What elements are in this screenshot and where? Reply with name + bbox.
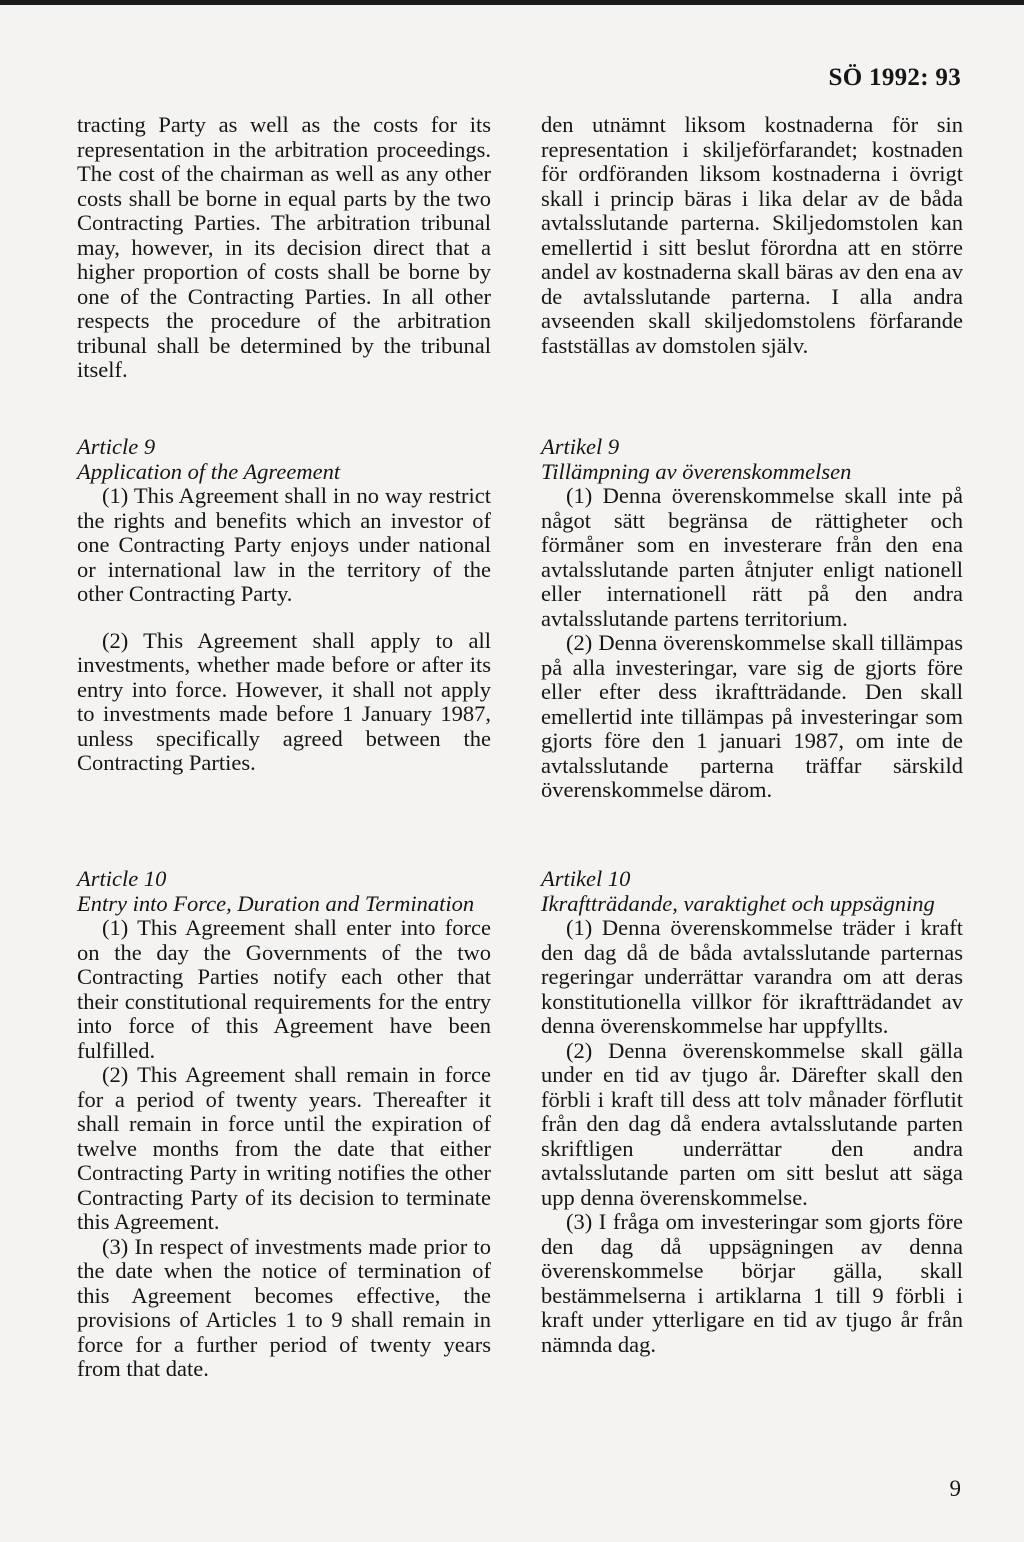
artikel-10-title: Ikraftträdande, varaktighet och uppsägning <box>541 890 935 916</box>
article-10-paragraph-3: (3) In respect of investments made prior to the date when the notice of termination of this Agreement becomes effective, the provisions of Articles 1 to 9 shall remain in force for a further period of twenty years from that date. <box>77 1233 491 1381</box>
artikel-10-paragraph-1: (1) Denna överenskommelse träder i kraft den dag då de båda avtalsslutande parternas regeringar underrättar varandra om att deras konstitutionella villkor för ikraftträdandet av denna överenskommelse har uppfyllts. <box>541 915 963 1038</box>
artikel-9-label: Artikel 9 <box>541 434 620 459</box>
artikel-10-paragraph-3: (3) I fråga om investeringar som gjorts före den dag då uppsägningen av denna överenskommelse börjar gälla, skall bestämmelserna i artiklarna 1 till 9 förbli i kraft under ytterligare en tid av tjugo år från nämnda dag. <box>541 1209 963 1357</box>
page-top-border <box>0 0 1024 5</box>
swedish-artikel-10 <box>541 867 963 1357</box>
swedish-intro-paragraph: den utnämnt liksom kostnaderna för sin representation i skiljeförfarandet; kostnaden för ordföranden liksom kostnaderna i övrigt skall i princip bäras i lika delar av de båda avtalsslutande parterna. Skiljedomstolen kan emellertid i sitt beslut förordna att en större andel av kostnaderna skall bäras av den ena av de avtalsslutande parterna. I alla andra avseenden skall skiljedomstolens förfarande fastställas av domstolen själv. <box>541 112 963 358</box>
article-10-label: Article 10 <box>77 866 167 891</box>
artikel-9-paragraph-2: (2) Denna överenskommelse skall tillämpas på alla investeringar, vare sig de gjorts före eller efter dess ikraftträdande. Den skall emellertid inte tillämpas på investeringar som gjorts före den 1 januari 1987, om inte de avtalsslutande parterna träffar särskild överenskommelse därom. <box>541 630 963 802</box>
english-article-10 <box>77 867 491 1382</box>
article-9-paragraph-1: (1) This Agreement shall in no way restrict the rights and benefits which an investor of one Contracting Party enjoys under national or international law in the territory of the other Contracting Party. <box>77 483 491 606</box>
page-number: 9 <box>949 1476 961 1501</box>
artikel-9-title: Tillämpning av överenskommelsen <box>541 458 852 484</box>
article-9-title: Application of the Agreement <box>77 458 341 484</box>
artikel-9-paragraph-1: (1) Denna överenskommelse skall inte på något sätt begränsa de rättigheter och förmåner som en investerare från den ena avtalsslutande parten åtnjuter enligt nationell eller internationell rätt på den andra avtalsslutande partens territorium. <box>541 483 963 631</box>
article-10-paragraph-1: (1) This Agreement shall enter into force on the day the Governments of the two Contracting Parties notify each other that their constitutional requirements for the entry into force of this Agreement have been fulfilled. <box>77 915 491 1063</box>
document-reference: SÖ 1992: 93 <box>828 64 961 91</box>
article-10-title: Entry into Force, Duration and Termination <box>77 890 475 916</box>
article-10-paragraph-2: (2) This Agreement shall remain in force for a period of twenty years. Thereafter it shall remain in force until the expiration of twelve months from the date that either Contracting Party in writing notifies the other Contracting Party of its decision to terminate this Agreement. <box>77 1062 491 1234</box>
english-article-9 <box>77 435 491 776</box>
artikel-10-paragraph-2: (2) Denna överenskommelse skall gälla under en tid av tjugo år. Därefter skall den förbli i kraft till dess att tolv månader förflutit från den dag då endera avtalsslutande parten skriftligen underrättar den andra avtalsslutande parten om sitt beslut att säga upp denna överenskommelse. <box>541 1037 963 1210</box>
swedish-artikel-9 <box>541 435 963 803</box>
english-intro-paragraph: tracting Party as well as the costs for its representation in the arbitration proceedings. The cost of the chairman as well as any other costs shall be borne in equal parts by the two Contracting Parties. The arbitration tribunal may, however, in its decision direct that a higher proportion of costs shall be borne by one of the Contracting Parties. In all other respects the procedure of the arbitration tribunal shall be determined by the tribunal itself. <box>77 112 491 382</box>
article-9-label: Article 9 <box>77 434 156 459</box>
artikel-10-label: Artikel 10 <box>541 866 631 891</box>
article-9-paragraph-2: (2) This Agreement shall apply to all investments, whether made before or after its entry into force. However, it shall not apply to investments made before 1 January 1987, unless specifically agreed between the Contracting Parties. <box>77 627 491 775</box>
